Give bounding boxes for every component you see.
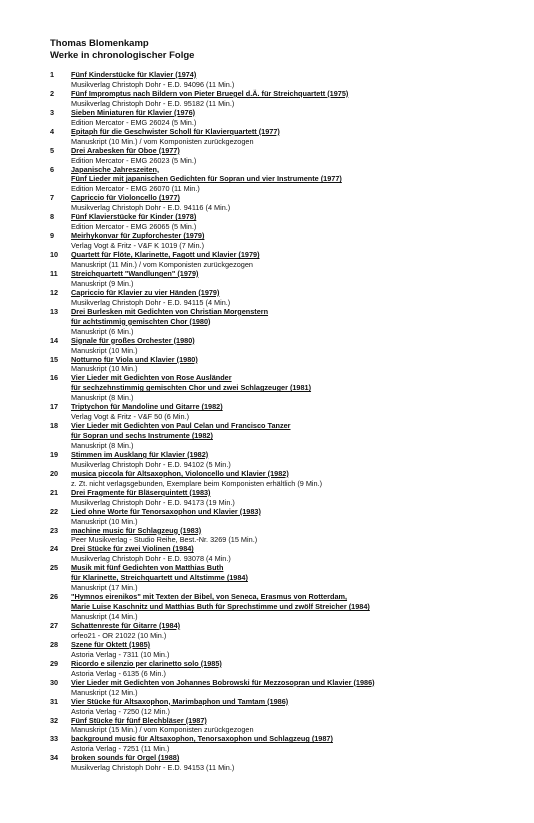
work-number: 8 [50, 212, 55, 222]
work-publisher: Peer Musikverlag - Studio Reihe, Best.-Nr. 3269 (15 Min.) [71, 535, 258, 545]
work-title: machine music für Schlagzeug (1983) [71, 525, 202, 535]
work-title: "Hymnos eirenikos" mit Texten der Bibel, von Seneca, Erasmus von Rotterdam, [71, 592, 348, 602]
work-number: 30 [50, 677, 59, 687]
work-number: 13 [50, 306, 59, 316]
work-publisher: Manuskript (10 Min.) [71, 364, 138, 374]
work-entry [50, 659, 520, 678]
work-number: 23 [50, 525, 59, 535]
work-number: 21 [50, 487, 59, 497]
work-number: 5 [50, 145, 55, 155]
work-number: 1 [50, 70, 55, 79]
work-publisher: Musikverlag Christoph Dohr - E.D. 94102 (5 Min.) [71, 459, 231, 469]
work-title: für Klarinette, Streichquartett und Altstimme (1984) [71, 573, 248, 583]
work-entry [50, 563, 520, 592]
work-publisher: Musikverlag Christoph Dohr - E.D. 94115 (4 Min.) [71, 297, 231, 307]
work-number: 34 [50, 753, 59, 763]
work-title: Drei Arabesken für Oboe (1977) [71, 145, 180, 155]
work-entry [50, 250, 520, 269]
work-entry [50, 373, 520, 402]
work-number: 28 [50, 639, 59, 649]
work-number: 33 [50, 734, 59, 744]
work-entry [50, 355, 520, 374]
work-entry [50, 146, 520, 165]
work-title: Marie Luise Kaschnitz und Matthias Buth für Sprechstimme und zwölf Streicher (1984) [71, 602, 370, 612]
work-entry [50, 544, 520, 563]
work-publisher: orfeo21 - OR 21022 (10 Min.) [71, 630, 167, 640]
works-list [50, 70, 520, 772]
work-publisher: Manuskript (12 Min.) [71, 687, 138, 697]
work-entry [50, 288, 520, 307]
work-publisher: Edition Mercator - EMG 26024 (5 Min.) [71, 117, 197, 127]
work-number: 6 [50, 164, 55, 174]
work-number: 15 [50, 354, 59, 364]
work-title: Schattenreste für Gitarre (1984) [71, 621, 181, 630]
work-title: Szene für Oktett (1985) [71, 639, 151, 649]
work-title: musica piccola für Altsaxophon, Violoncello und Klavier (1982) [71, 468, 289, 478]
work-publisher: Manuskript (8 Min.) [71, 440, 134, 450]
work-number: 31 [50, 696, 59, 706]
work-number: 9 [50, 231, 55, 241]
work-title: Vier Lieder mit Gedichten von Rose Ausländer [71, 373, 232, 383]
work-publisher: Musikverlag Christoph Dohr - E.D. 94173 (19 Min.) [71, 497, 235, 507]
work-entry [50, 231, 520, 250]
work-number: 27 [50, 621, 59, 630]
work-entry [50, 753, 520, 772]
work-title: Capriccio für Klavier zu vier Händen (1979) [71, 287, 220, 297]
work-entry [50, 621, 520, 640]
work-title: für sechzehnstimmig gemischten Chor und zwei Schlagzeuger (1981) [71, 383, 312, 393]
work-publisher: Manuskript (10 Min.) / vom Komponisten zurückgezogen [71, 136, 254, 146]
work-number: 12 [50, 287, 59, 297]
work-entry [50, 507, 520, 526]
work-number: 20 [50, 468, 59, 478]
work-title: Epitaph für die Geschwister Scholl für Klavierquartett (1977) [71, 126, 280, 136]
work-entry [50, 640, 520, 659]
work-title: Signale für großes Orchester (1980) [71, 335, 195, 345]
work-entry [50, 70, 520, 89]
work-publisher: Edition Mercator - EMG 26070 (11 Min.) [71, 184, 200, 194]
work-entry [50, 212, 520, 231]
work-number: 3 [50, 107, 55, 117]
work-entry [50, 697, 520, 716]
work-publisher: Edition Mercator - EMG 26065 (5 Min.) [71, 222, 197, 232]
work-title: Japanische Jahreszeiten, [71, 164, 160, 174]
work-title: Fünf Kinderstücke für Klavier (1974) [71, 70, 197, 79]
work-entry [50, 678, 520, 697]
work-entry [50, 402, 520, 421]
work-number: 17 [50, 402, 59, 412]
work-publisher: Musikverlag Christoph Dohr - E.D. 95182 (11 Min.) [71, 98, 235, 108]
work-entry [50, 307, 520, 336]
work-entry [50, 450, 520, 469]
work-publisher: Manuskript (6 Min.) [71, 326, 134, 336]
work-title: broken sounds für Orgel (1988) [71, 753, 180, 763]
work-title: Triptychon für Mandoline und Gitarre (1982) [71, 402, 223, 412]
work-publisher: Musikverlag Christoph Dohr - E.D. 94153 (11 Min.) [71, 763, 235, 773]
work-title: Fünf Impromptus nach Bildern von Pieter Bruegel d.Ä. für Streichquartett (1975) [71, 88, 349, 98]
work-number: 26 [50, 592, 59, 602]
work-title: Fünf Klavierstücke für Kinder (1978) [71, 212, 197, 222]
work-entry [50, 421, 520, 450]
work-title: Streichquartett "Wandlungen" (1979) [71, 268, 199, 278]
work-title: Fünf Lieder mit japanischen Gedichten für Sopran und vier Instrumente (1977) [71, 174, 342, 184]
work-publisher: Manuskript (11 Min.) / vom Komponisten zurückgezogen [71, 259, 253, 269]
work-title: background music für Altsaxophon, Tenorsaxophon und Schlagzeug (1987) [71, 734, 333, 744]
work-title: Sieben Miniaturen für Klavier (1976) [71, 107, 196, 117]
work-title: Drei Burlesken mit Gedichten von Christian Morgenstern [71, 306, 269, 316]
work-publisher: Musikverlag Christoph Dohr - E.D. 94116 (4 Min.) [71, 203, 231, 213]
work-number: 25 [50, 563, 59, 573]
work-publisher: Edition Mercator - EMG 26023 (5 Min.) [71, 155, 197, 165]
work-number: 32 [50, 715, 59, 725]
work-entry [50, 488, 520, 507]
work-publisher: Manuskript (15 Min.) / vom Komponisten zurückgezogen [71, 725, 254, 735]
work-publisher: Verlag Vogt & Fritz - V&F K 1019 (7 Min.) [71, 241, 205, 251]
work-number: 19 [50, 449, 59, 459]
document-subtitle: Werke in chronologischer Folge [50, 49, 195, 61]
work-publisher: Astoria Verlag - 6135 (6 Min.) [71, 668, 166, 678]
work-title: Capriccio für Violoncello (1977) [71, 193, 180, 203]
work-publisher: Manuskript (17 Min.) [71, 583, 138, 593]
work-title: Fünf Stücke für fünf Blechbläser (1987) [71, 715, 207, 725]
work-publisher: Manuskript (14 Min.) [71, 612, 138, 621]
work-title: Meirhykonvar für Zupforchester (1979) [71, 231, 205, 241]
work-publisher: Astoria Verlag - 7250 (12 Min.) [71, 706, 170, 716]
work-entry [50, 526, 520, 545]
work-number: 11 [50, 268, 58, 278]
work-publisher: Manuskript (10 Min.) [71, 345, 138, 355]
work-entry [50, 165, 520, 194]
work-publisher: Musikverlag Christoph Dohr - E.D. 93078 (4 Min.) [71, 554, 231, 564]
work-title: Notturno für Viola und Klavier (1980) [71, 354, 198, 364]
work-publisher: Astoria Verlag - 7251 (11 Min.) [71, 744, 170, 754]
work-entry [50, 469, 520, 488]
work-entry [50, 269, 520, 288]
work-number: 2 [50, 88, 55, 98]
work-entry [50, 716, 520, 735]
work-entry [50, 193, 520, 212]
work-number: 18 [50, 421, 59, 431]
work-title: für achtstimmig gemischten Chor (1980) [71, 316, 211, 326]
work-title: Ricordo e silenzio per clarinetto solo (1985) [71, 658, 222, 668]
work-number: 16 [50, 373, 59, 383]
work-publisher: Musikverlag Christoph Dohr - E.D. 94096 (11 Min.) [71, 79, 235, 89]
work-title: Drei Fragmente für Bläserquintett (1983) [71, 487, 211, 497]
work-number: 10 [50, 250, 59, 260]
work-title: Vier Lieder mit Gedichten von Johannes Bobrowski für Mezzosopran und Klavier (1986) [71, 677, 375, 687]
work-publisher: Manuskript (9 Min.) [71, 278, 134, 288]
work-title: Vier Lieder mit Gedichten von Paul Celan und Francisco Tanzer [71, 421, 291, 431]
work-entry [50, 127, 520, 146]
work-title: Musik mit fünf Gedichten von Matthias Buth [71, 563, 224, 573]
work-number: 22 [50, 506, 59, 516]
author-name: Thomas Blomenkamp [50, 38, 149, 49]
work-title: Drei Stücke für zwei Violinen (1984) [71, 544, 194, 554]
work-number: 29 [50, 658, 59, 668]
work-entry [50, 108, 520, 127]
work-publisher: Manuskript (8 Min.) [71, 393, 134, 403]
work-publisher: z. Zt. nicht verlagsgebunden, Exemplare beim Komponisten erhältlich (9 Min.) [71, 478, 323, 488]
work-title: Vier Stücke für Altsaxophon, Marimbaphon und Tamtam (1986) [71, 696, 289, 706]
work-entry [50, 592, 520, 621]
work-title: Stimmen im Ausklang für Klavier (1982) [71, 449, 209, 459]
work-entry [50, 336, 520, 355]
work-entry [50, 89, 520, 108]
work-number: 7 [50, 193, 55, 203]
work-publisher: Verlag Vogt & Fritz - V&F 50 (6 Min.) [71, 412, 190, 422]
document-header [50, 38, 490, 61]
work-publisher: Astoria Verlag - 7311 (10 Min.) [71, 649, 170, 659]
work-number: 4 [50, 126, 55, 136]
work-title: für Sopran und sechs Instrumente (1982) [71, 431, 213, 441]
work-number: 14 [50, 335, 59, 345]
work-entry [50, 734, 520, 753]
work-publisher: Manuskript (10 Min.) [71, 516, 138, 526]
work-number: 24 [50, 544, 59, 554]
work-title: Quartett für Flöte, Klarinette, Fagott und Klavier (1979) [71, 250, 260, 260]
work-title: Lied ohne Worte für Tenorsaxophon und Klavier (1983) [71, 506, 261, 516]
